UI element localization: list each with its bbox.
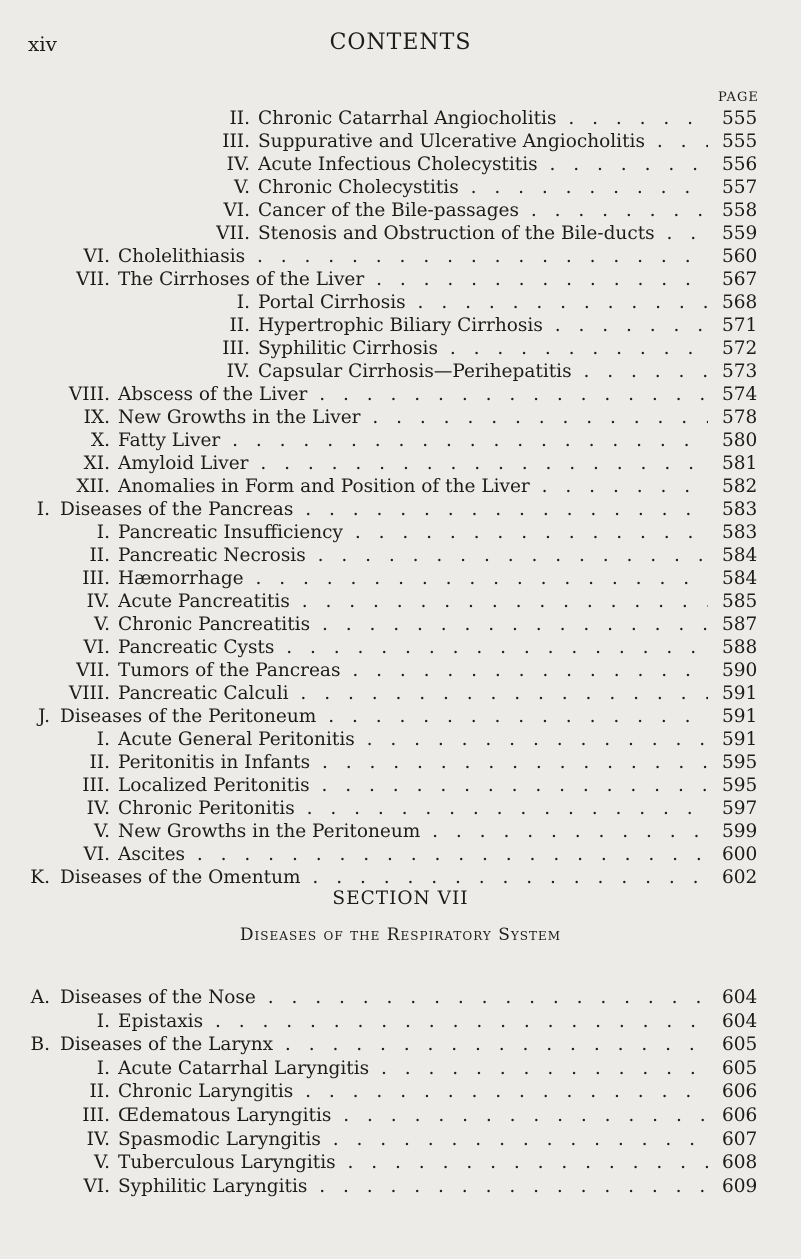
toc-entry-title: Pancreatic Calculi . . . [118, 681, 708, 707]
toc-entry-title: Chronic Pancreatitis . . . [118, 612, 708, 638]
toc-entry-title: Spasmodic Laryngitis . . . [118, 1127, 708, 1153]
toc-entry [0, 985, 801, 1011]
toc-entry-page: 571 [722, 315, 758, 336]
toc-entry-title: Cholelithiasis . . . [118, 244, 708, 270]
toc-entry-page: 609 [722, 1175, 758, 1197]
toc-entry-number: II. [89, 752, 110, 773]
toc-entry-page: 599 [722, 821, 758, 842]
toc-entry-page: 556 [722, 154, 758, 175]
toc-entry-title: Hypertrophic Biliary Cirrhosis . . . [258, 313, 708, 339]
toc-entry-number: IX. [83, 407, 110, 428]
toc-entry-number: I. [36, 499, 50, 520]
toc-entry-page: 580 [722, 430, 758, 451]
toc-entry-number: II. [89, 545, 110, 566]
toc-entry-title: Pancreatic Necrosis . . . [118, 543, 708, 569]
page-column-label: PAGE [718, 90, 759, 105]
section-title: SECTION VII [332, 888, 469, 909]
toc-entry [0, 1103, 801, 1129]
toc-entry-page: 560 [722, 246, 758, 267]
toc-entry-page: 585 [722, 591, 758, 612]
toc-entry-number: VII. [76, 660, 110, 681]
toc-entry-number: II. [229, 315, 250, 336]
toc-entry-number: XI. [83, 453, 110, 474]
toc-entry-title: Epistaxis . . . [118, 1009, 708, 1035]
toc-entry-title: Amyloid Liver . . . [118, 451, 708, 477]
toc-entry-number: X. [90, 430, 110, 451]
toc-entry-title: Pancreatic Insufficiency . . . [118, 520, 708, 546]
toc-entry-number: VIII. [68, 384, 110, 405]
toc-entry [0, 1032, 801, 1058]
toc-entry-title: Capsular Cirrhosis—Perihepatitis . . . [258, 359, 708, 385]
toc-entry-number: VII. [76, 269, 110, 290]
toc-entry-title: Tumors of the Pancreas . . . [118, 658, 708, 684]
toc-entry-title: Chronic Laryngitis . . . [118, 1079, 708, 1105]
toc-entry-number: B. [30, 1034, 50, 1056]
toc-entry-page: 587 [722, 614, 758, 635]
toc-entry-number: VIII. [68, 683, 110, 704]
toc-entry-title: Tuberculous Laryngitis . . . [118, 1150, 708, 1176]
toc-entry-title: Fatty Liver . . . [118, 428, 708, 454]
toc-entry-title: Ascites . . . [118, 842, 708, 868]
section-subtitle: Diseases of the Respiratory System [239, 925, 562, 945]
toc-entry-number: K. [30, 867, 50, 888]
toc-entry-page: 573 [722, 361, 758, 382]
toc-entry-title: Acute Pancreatitis . . . [118, 589, 708, 615]
toc-entry-number: V. [93, 821, 110, 842]
toc-entry-title: Acute Catarrhal Laryngitis . . . [118, 1056, 708, 1082]
toc-entry-title: Cancer of the Bile-passages . . . [258, 198, 708, 224]
toc-entry [0, 1174, 801, 1200]
toc-entry-number: IV. [86, 591, 110, 612]
toc-entry-page: 555 [722, 131, 758, 152]
toc-entry-title: Diseases of the Omentum . . . [60, 865, 708, 891]
toc-entry-title: New Growths in the Peritoneum . . . [118, 819, 708, 845]
toc-entry-page: 595 [722, 752, 758, 773]
toc-entry-page: 605 [722, 1057, 758, 1079]
toc-entry-page: 595 [722, 775, 758, 796]
toc-entry-title: Diseases of the Larynx . . . [60, 1032, 708, 1058]
toc-entry-page: 591 [722, 706, 758, 727]
toc-entry-title: Anomalies in Form and Position of the Liver . . . [118, 474, 708, 500]
toc-entry-title: Syphilitic Cirrhosis . . . [258, 336, 708, 362]
toc-entry [0, 1009, 801, 1035]
toc-entry-title: Hæmorrhage . . . [118, 566, 708, 592]
toc-entry-number: IV. [86, 798, 110, 819]
toc-entry-page: 604 [722, 1010, 758, 1032]
toc-entry-number: III. [82, 775, 110, 796]
toc-entry-title: Chronic Catarrhal Angiocholitis . . . [258, 106, 708, 132]
toc-entry-page: 584 [722, 545, 758, 566]
toc-entry [0, 1150, 801, 1176]
toc-entry-page: 557 [722, 177, 758, 198]
toc-entry-page: 555 [722, 108, 758, 129]
toc-entry-page: 605 [722, 1034, 758, 1056]
toc-entry-number: III. [222, 338, 250, 359]
toc-entry-page: 591 [722, 729, 758, 750]
toc-entry-title: Suppurative and Ulcerative Angiocholitis . . . [258, 129, 708, 155]
toc-entry-title: Acute General Peritonitis . . . [118, 727, 708, 753]
toc-entry-number: I. [96, 522, 110, 543]
toc-entry-title: Diseases of the Peritoneum . . . [60, 704, 708, 730]
toc-entry-number: III. [82, 568, 110, 589]
toc-entry-page: 600 [722, 844, 758, 865]
toc-entry-number: III. [82, 1105, 110, 1126]
toc-entry-page: 568 [722, 292, 758, 313]
toc-entry-number: II. [229, 108, 250, 129]
toc-entry-title: Acute Infectious Cholecystitis . . . [258, 152, 708, 178]
toc-entry-number: VI. [83, 637, 110, 658]
toc-entry-title: Diseases of the Pancreas . . . [60, 497, 708, 523]
toc-entry-page: 582 [722, 476, 758, 497]
toc-entry-title: Chronic Peritonitis . . . [118, 796, 708, 822]
toc-entry-page: 591 [722, 683, 758, 704]
toc-entry-number: A. [30, 987, 50, 1008]
toc-entry-page: 604 [722, 987, 758, 1008]
toc-entry-title: Abscess of the Liver . . . [118, 382, 708, 408]
toc-entry-page: 574 [722, 384, 758, 405]
toc-entry-title: Œdematous Laryngitis . . . [118, 1103, 708, 1129]
toc-entry [0, 1127, 801, 1153]
toc-entry-number: I. [236, 292, 250, 313]
toc-entry-number: III. [222, 131, 250, 152]
page-number: xiv [28, 32, 57, 56]
toc-entry-number: VI. [83, 1175, 110, 1197]
toc-entry-number: V. [93, 614, 110, 635]
toc-entry-number: I. [96, 1010, 110, 1032]
toc-entry-page: 583 [722, 499, 758, 520]
toc-entry-title: New Growths in the Liver . . . [118, 405, 708, 431]
toc-entry-page: 607 [722, 1128, 758, 1150]
toc-entry-page: 559 [722, 223, 758, 244]
toc-entry-number: XII. [76, 476, 110, 497]
toc-entry-page: 558 [722, 200, 758, 221]
toc-entry-title: Chronic Cholecystitis . . . [258, 175, 708, 201]
toc-entry-title: Diseases of the Nose . . . [60, 985, 708, 1011]
toc-entry-number: IV. [86, 1128, 110, 1150]
toc-entry-number: V. [233, 177, 250, 198]
toc-entry-number: I. [96, 1057, 110, 1079]
toc-entry-number: IV. [226, 361, 250, 382]
toc-entry-number: VI. [223, 200, 250, 221]
toc-entry-page: 578 [722, 407, 758, 428]
toc-entry-page: 572 [722, 338, 758, 359]
toc-entry-page: 606 [722, 1081, 758, 1103]
toc-entry-page: 584 [722, 568, 758, 589]
toc-entry-page: 567 [722, 269, 758, 290]
toc-entry-page: 602 [722, 867, 758, 888]
toc-entry-page: 581 [722, 453, 758, 474]
toc-entry-number: I. [96, 729, 110, 750]
toc-entry-title: Syphilitic Laryngitis . . . [118, 1174, 708, 1200]
toc-entry-page: 590 [722, 660, 758, 681]
toc-entry-number: II. [89, 1081, 110, 1103]
toc-entry-page: 583 [722, 522, 758, 543]
toc-entry-number: VII. [216, 223, 250, 244]
toc-entry-title: Pancreatic Cysts . . . [118, 635, 708, 661]
toc-entry-number: IV. [226, 154, 250, 175]
toc-entry [0, 1079, 801, 1105]
running-title: CONTENTS [329, 30, 472, 55]
toc-entry-number: V. [93, 1152, 110, 1174]
toc-entry-page: 588 [722, 637, 758, 658]
toc-entry-title: Localized Peritonitis . . . [118, 773, 708, 799]
toc-entry-title: Peritonitis in Infants . . . [118, 750, 708, 776]
toc-entry-page: 606 [722, 1105, 758, 1126]
toc-entry-number: VI. [83, 246, 110, 267]
toc-entry-page: 597 [722, 798, 758, 819]
toc-entry-title: Portal Cirrhosis . . . [258, 290, 708, 316]
toc-entry-title: Stenosis and Obstruction of the Bile-ducts . . . [258, 221, 708, 247]
toc-entry-title: The Cirrhoses of the Liver . . . [118, 267, 708, 293]
toc-entry-number: J. [38, 706, 50, 727]
toc-entry-page: 608 [722, 1152, 758, 1174]
toc-entry [0, 1056, 801, 1082]
toc-entry-number: VI. [83, 844, 110, 865]
